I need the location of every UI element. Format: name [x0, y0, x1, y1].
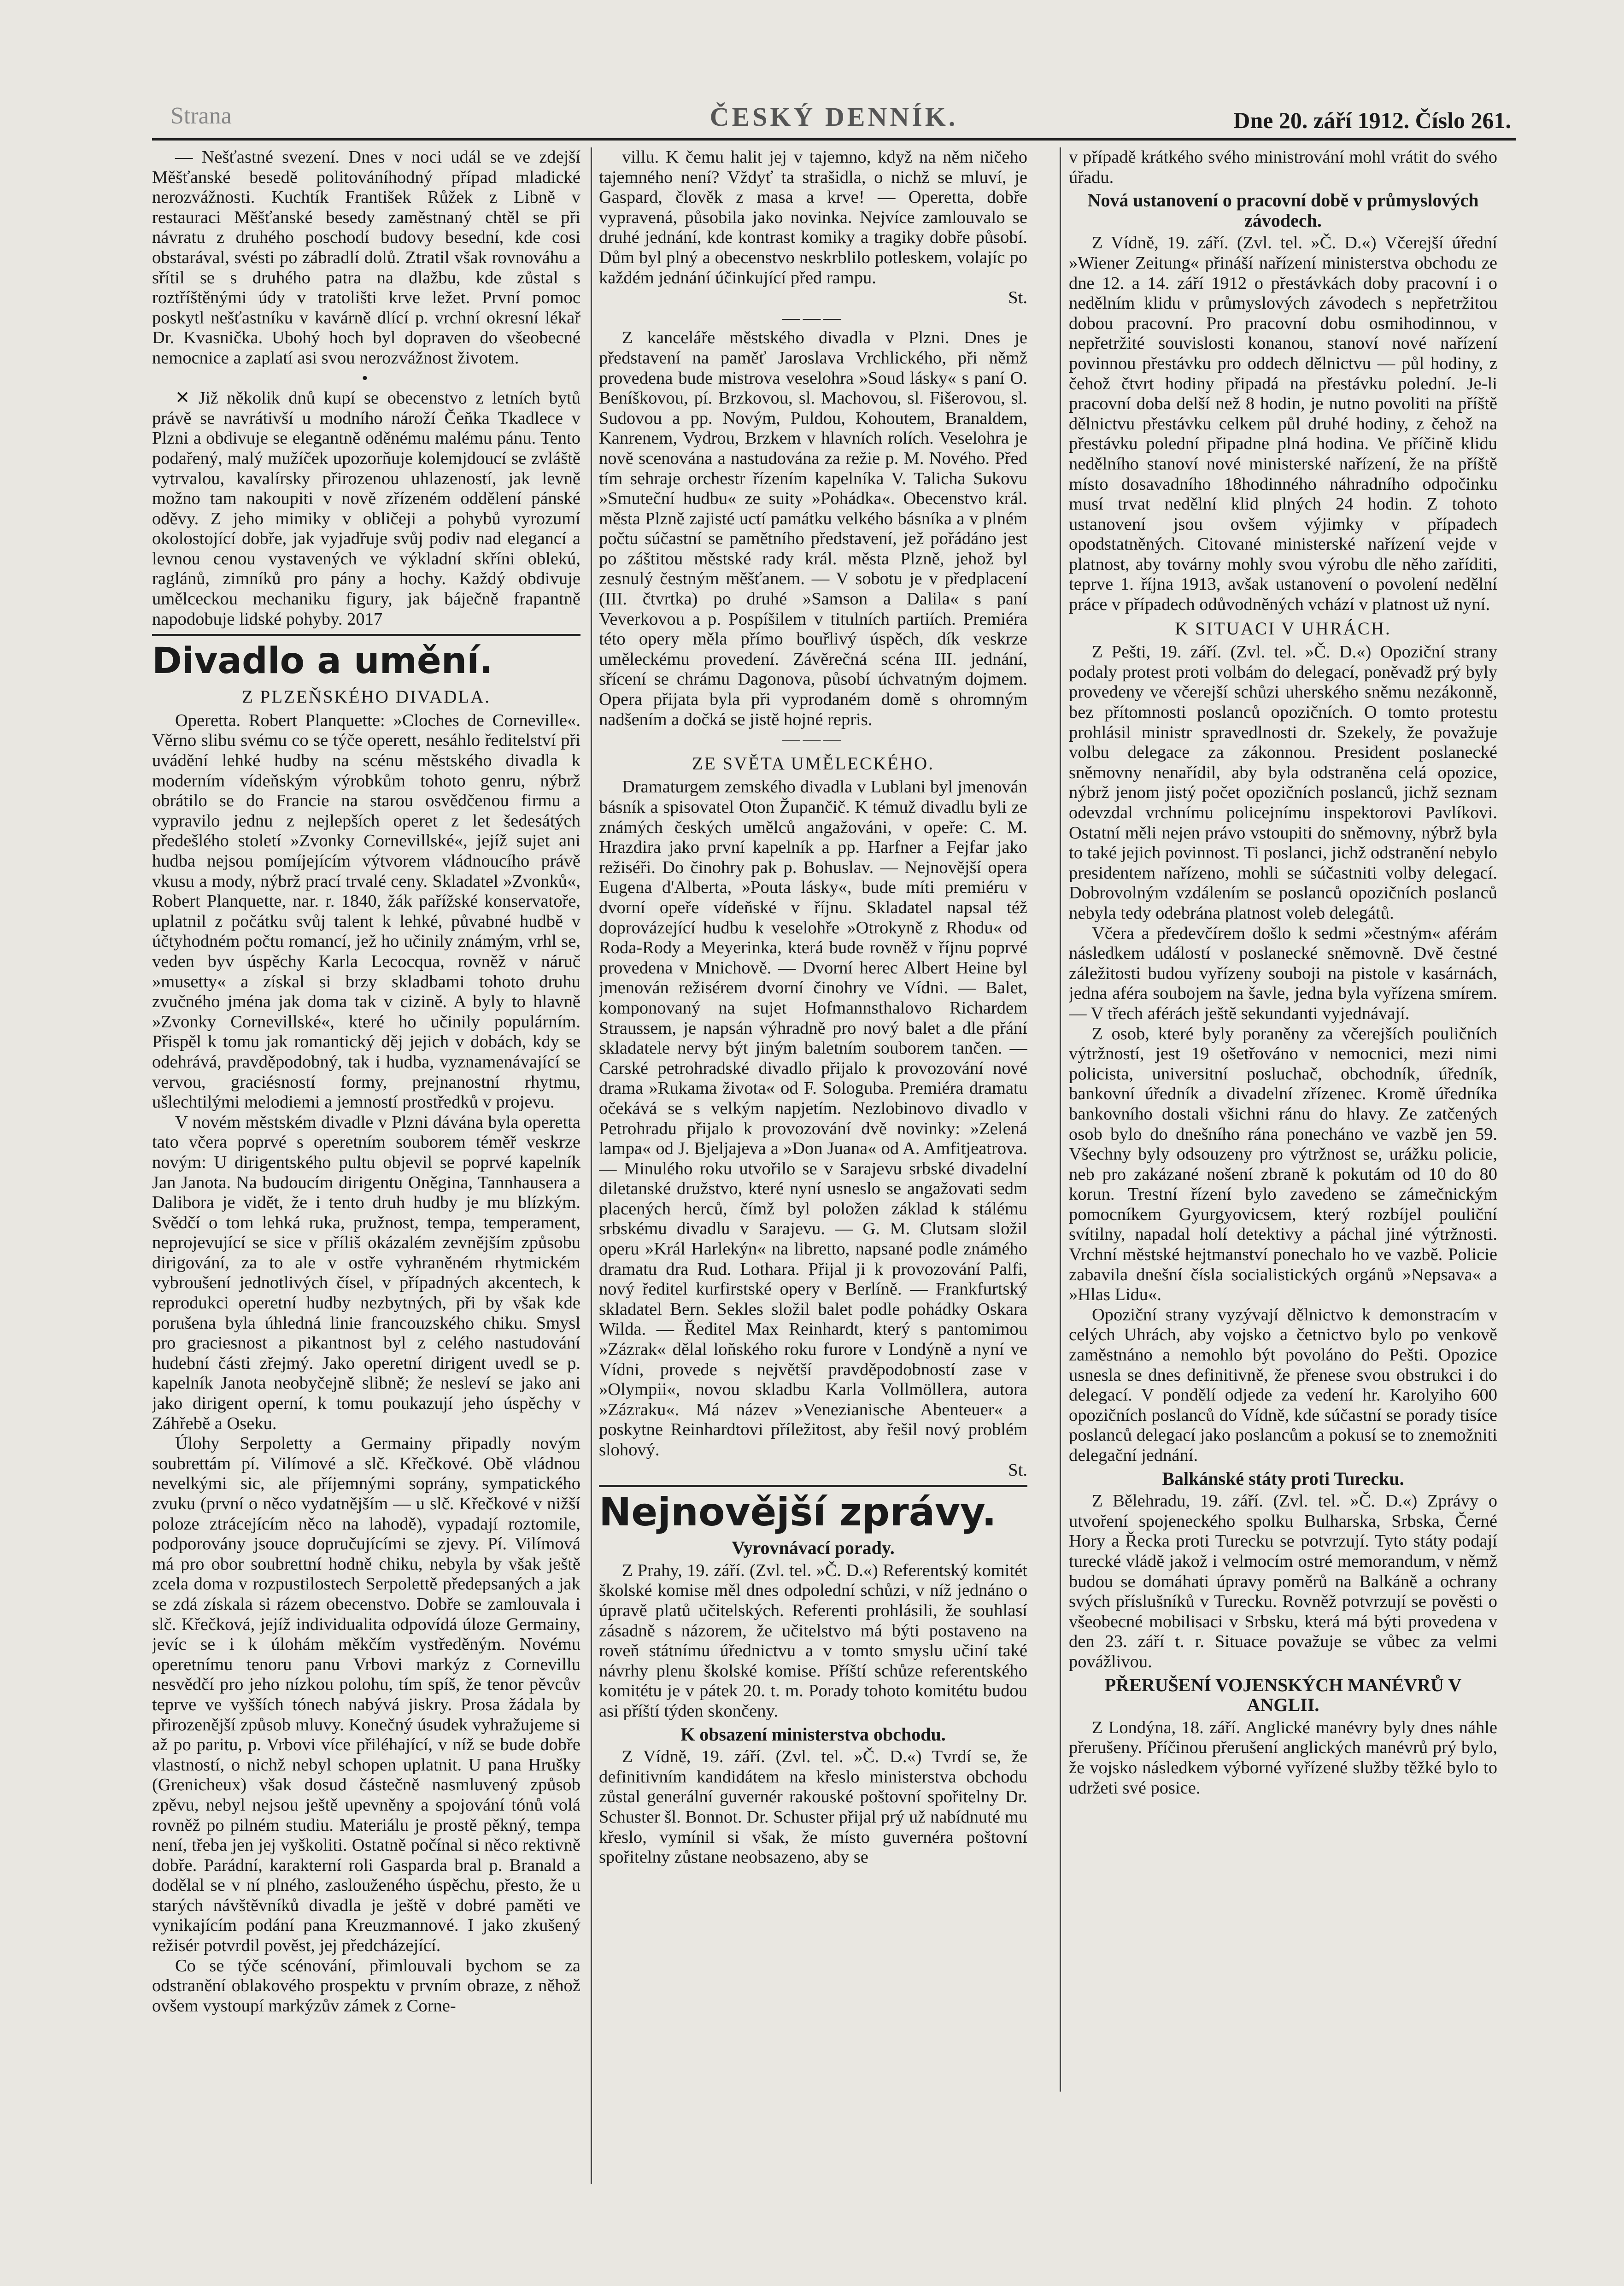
subheading-ze-sveta-umeleckeho: ZE SVĚTA UMĚLECKÉHO.: [692, 753, 934, 774]
separator: ———: [782, 308, 844, 328]
article-situace-v-uhrach: Z Pešti, 19. září. (Zvl. tel. »Č. D.«) Opoziční strany podaly protest proti volbám do delegací, poněvadž prý byly provedeny ve včerejší schůzi uherského sněmu nezákonně, bez přítomnosti poslanců opozičních. O tomto protestu prohlásil ministr spravedlnosti dr. Szekely, že považuje volbu delegace za zákonnou. President poslanecké sněmovny nenařídil, aby byla odstraněna celá opozice, nýbrž jenom jistý počet opozičních poslanců, jichž seznam odevzdal vrchnímu policejnímu inspektorovi Pavlíkovi. Ostatní měli nejen právo vstoupiti do sněmovny, nýbrž byla to také jejich povinnost. Ti poslanci, jichž odstranění nebylo presidentem nařízeno, mohli se súčastniti volby delegací. Dobrovolným vzdálením se poslanců opozičních poslanců nebyla tedy odebrána platnost voleb delegátů.: [1069, 642, 1497, 923]
article-tkadlec-advert: ✕ Již několik dnů kupí se obecenstvo z letních bytů právě se navrátivší u modního nároží Čeňka Tkadlece v Plzni a obdivuje se elegantně oděnému malému pánu. Tento podařený, malý mužíček upozorňuje kolemjdoucí se zvláště vytrvalou, kavalírsky přirozenou uhlazeností, jak levně možno tam nakoupiti v nově zřízeném oddělení pánské oděvy. Z jeho mimiky v obličeji a pohybů vyrozumí okolostojící dobře, jak vyjadřuje svůj podiv nad elegancí a levnou cenou vystavených ve výkladní skříni oblekú, raglánů, zimníků pro pány a hochy. Každý obdivuje umělceckou mechaniku figury, jak báječně frapantně napodobuje lidské pohyby. 2017: [152, 388, 580, 629]
section-heading-nejnovejsi-zpravy: Nejnovější zprávy.: [599, 1485, 1027, 1534]
article-ministerstvo-obchodu: Z Vídně, 19. září. (Zvl. tel. »Č. D.«) Tvrdí se, že definitivním kandidátem na křeslo ministerstva obchodu zůstal generální guvernér rakouské poštovní spořitelny Dr. Schuster šl. Bonnot. Dr. Schuster přijal prý už nabídnuté mu křeslo, vymínil si však, že místo guvernéra poštovní spořitelny zůstane neobsazeno, aby se: [599, 1747, 1027, 1867]
article-pracovni-doba: Z Vídně, 19. září. (Zvl. tel. »Č. D.«) Včerejší úřední »Wiener Zeitung« přináší nařízení ministerstva obchodu ze dne 12. a 14. září 1912 o přestávkách doby pracovní i o nedělním klidu v průmyslových závodech s nepřetržitou dobou pracovní. Pro pracovní dobu osmihodinnou, v nepřetržité souvislosti konanou, stanoví nové nařízení povinnou přestávku pro oddech dělnictvu — půl hodiny, z čehož čtvrt hodiny připadá na přestávku polední. Je-li pracovní doba delší než 8 hodin, je nutno povoliti na příště dělnictvu přestávku celkem půl druhé hodiny, z čehož na přestávku polední připadne plná hodina. Ve příčině klidu nedělního stanoví nové ministerské nařízení, že na příště místo dosavadního 18hodinného náhradního odpočinku musí trvat nedělní klid plných 24 hodin. Z tohoto ustanovení jsou ovšem výjimky v případech opodstatněných. Citované ministerské nařízení vejde v platnost, aby továrny mohly svou výrobu dle něho zaříditi, teprve 1. října 1913, avšak ustanovení o povolení nedělní práce v případech odůvodněných vchází v platnost už nyní.: [1069, 233, 1497, 615]
subheading-plzenske-divadlo: Z PLZEŇSKÉHO DIVADLA.: [241, 687, 491, 707]
page-label: Strana: [170, 103, 232, 129]
column-1: [152, 147, 580, 2184]
column-rule-2: [1060, 147, 1061, 2092]
column-rule-1: [591, 147, 592, 2184]
article-ministerstvo-continued: v případě krátkého svého ministrování mohl vrátit do svého úřadu.: [1069, 147, 1497, 187]
newspaper-title: ČESKÝ DENNÍK.: [709, 102, 958, 132]
subheading-pracovni-doba: Nová ustanovení o pracovní době v průmyslových závodech.: [1087, 190, 1479, 231]
column-3: [1069, 147, 1497, 2092]
article-ze-sveta-umeleckeho: Dramaturgem zemského divadla v Lublani byl jmenován básník a spisovatel Oton Župančič. K témuž divadlu byli ze známých českých umělců angažováni, v opeře: C. M. Hrazdira jako první kapelník a pp. Harfner a Fejfar jako režiséři. Do činohry pak p. Bohuslav. — Nejnovější opera Eugena d'Alberta, »Pouta lásky«, bude míti premiéru v dvorní opeře vídeňské v říjnu. Skladatel napsal též doprovázející hudbu k veselohře »Otrokyně z Rhodu« od Roda-Rody a Meyerinka, která bude rovněž v říjnu poprvé provedena v Mnichově. — Dvorní herec Albert Heine byl jmenován režisérem dvorní činohry ve Vídni. — Balet, komponovaný na sujet Hofmannsthalovo Richardem Straussem, je napsán výhradně pro nový balet a dle přání skladatele nervy být jiným baletním souborem tančen. — Carské petrohradské divadlo přijalo k provozování nové drama »Rukama života« od F. Sologuba. Premiéra dramatu očekává se s velkým napjetím. Nezlobinovo divadlo v Petrohradu přijalo k provozování dvě novinky: »Zelená lampa« od J. Bjeljajeva a »Don Juana« od A. Amfitjeatrova. — Minulého roku utvořilo se v Sarajevu srbské divadelní diletanské družstvo, které nyní usneslo se angažovati sedm placených herců, čímž byl položen základ k stálému srbskému divadlu v Sarajevu. — G. M. Clutsam složil operu »Král Harlekýn« na libretto, napsané podle známého dramatu dra Rud. Lothara. Přijal ji k provozování Palfi, nový ředitel kurfirstské opery v Berlíně. — Frankfurtský skladatel Bern. Sekles složil balet podle pohádky Oskara Wilda. — Ředitel Max Reinhardt, který s pantomimou »Zázrak« dělal loňského roku furore v Londýně a nyní ve Vídni, provede s největší pravděpodobností zase v »Olympii«, novou skladbu Karla Vollmöllera, autora »Zázraku«. Má název »Venezianische Abenteuer« a poskytne Reinhardtovi příležitost, aby řešil nový problém slohový.: [599, 777, 1027, 1460]
article-operetta: Operetta. Robert Planquette: »Cloches de Corneville«. Věrno slibu svému co se týče operett, nesáhlo ředitelství při uvádění lehké hudby na scénu městského divadla k moderním vídeňským výrobkům tohoto genru, nýbrž obrátilo se do Francie na starou osvědčenou firmu a vypravilo jednu z nejlepších operet z let šedesátých předešlého století »Zvonky Cornevillské«, jejíž sujet ani hudba nejsou pomíjejícím výtvorem vládnoucího právě vkusu a mody, nýbrž prací trvalé ceny. Skladatel »Zvonků«, Robert Planquette, nar. r. 1840, žák pařížské konservatoře, uplatnil z počátku svůj talent k lehké, půvabné hudbě v účtyhodném počtu romancí, jež ho učinily známým, vrhl se, veden byv úspěchy Karla Lecocqua, rovněž v náruč »musetty« a získal si brzy skladbami tohoto druhu zvučného jména jak doma tak v cizině. A byly to hlavně »Zvonky Cornevillské«, které ho učinily populárním. Přispěl k tomu jak romantický děj jejich v dobách, kdy se odehrává, pravděpodobný, tak i hudba, vyznamenávající se vervou, graciésností formy, prejnanostní rhytmu, ušlechtilými melodiemi a jemností prostředků v projevu.: [152, 710, 580, 1112]
article-operetta-continued: villu. K čemu halit jej v tajemno, když na něm ničeho tajemného není? Vždyť ta strašidla, o nichž se mluví, je Gaspard, člověk z masa a krve! — Operetta, dobře vypravená, působila jako novinka. Nejvíce zamlouvalo se druhé jednání, kde kontrast komiky a tragiky dobře působí. Dům byl plný a obecenstvo neskrblilo potleskem, volajíc po každém jednání účinkující před rampu.: [599, 147, 1027, 287]
subheading-balkanske-staty: Balkánské státy proti Turecku.: [1162, 1468, 1404, 1489]
section-heading-divadlo: Divadlo a umění.: [152, 634, 580, 683]
subheading-ministerstvo-obchodu: K obsazení ministerstva obchodu.: [680, 1723, 946, 1745]
signature: St.: [1008, 1460, 1027, 1480]
ornament: •: [362, 368, 371, 388]
article-manevry-anglie: Z Londýna, 18. září. Anglické manévry byly dnes náhle přerušeny. Příčinou přerušení anglických manévrů prý bylo, že vojsko následkem výborné vyřízené služby těžké bylo to udržeti své posice.: [1069, 1717, 1497, 1798]
subheading-vyrovnavaci-porady: Vyrovnávací porady.: [732, 1537, 895, 1559]
article-poranene-osoby: Z osob, které byly poraněny za včerejších pouličních výtržností, jest 19 ošetřováno v nemocnici, mezi nimi policista, universitní posluchač, obchodník, úředník, bankovní úředník a divadelní zřízenec. Kromě úředníka bankovního dostali všichni ránu do hlavy. Ze zatčených osob bylo do dnešního rána ponecháno ve vazbě jen 59. Všechny byly odsouzeny pro výtržnost se, urážku policie, neb pro zakázané nošení zbraně k pokutám od 10 do 80 korun. Trestní řízení bylo zavedeno se zámečnickým pomocníkem Gyurgyovicsem, který rozbíjel pouliční svítilny, napadal holí detektivy a páchal jiné výtržnosti. Vrchní městské hejtmanství ponechalo ho ve vazbě. Policie zabavila dnešní čísla socialistických orgánů »Nepsava« a »Hlas Lidu«.: [1069, 1024, 1497, 1305]
subheading-manevry-anglie: PŘERUŠENÍ VOJENSKÝCH MANÉVRŮ V ANGLII.: [1104, 1674, 1462, 1716]
subheading-situace-v-uhrach: K SITUACI V UHRÁCH.: [1175, 618, 1391, 639]
signature: St.: [1008, 288, 1027, 308]
masthead: [152, 97, 1516, 141]
column-2: [599, 147, 1027, 2064]
article-opozicni-strany: Opoziční strany vyzývají dělnictvo k demonstracím v celých Uhrách, aby vojsko a četnictvo bylo po venkově zaměstnáno a nemohlo být povoláno do Pešti. Opozice usnesla se dnes definitivně, že přenese svou obstrukci i do delegací. V pondělí odjede za vedení hr. Karolyiho 600 opozičních poslanců do Vídně, kde súčastní se porady tisíce poslanců delegací jako poslancům a pokusí se to znemožniti delegační jednání.: [1069, 1305, 1497, 1465]
article-nestastne-svezeni: — Nešťastné svezení. Dnes v noci udál se ve zdejší Měšťanské besedě politováníhodný případ mladické nerozvážnosti. Kuchtík František Růžek z Libně v restauraci Měšťanské besedy zaměstnaný chtěl se při návratu z druhého poschodí budovy besední, kde cosi obstarával, svésti po zábradlí dolů. Ztratil však rovnováhu a sřítil se s druhého patra na dlažbu, kde zůstal s roztříštěnými údy v tratolišti krve ležet. První pomoc poskytl nešťastníku v kavárně dlící p. vrchní okresní lékař Dr. Kvasnička. Ubohý hoch byl dopraven do všeobecné nemocnice a zaplatí asi svou nerozvážnost životem.: [152, 147, 580, 368]
article-cestne-afery: Včera a předevčírem došlo k sedmi »čestným« aférám následkem událostí v poslanecké sněmovně. Dvě čestné záležitosti budou vyřízeny souboji na pistole v kasárnách, jedna aféra soubojem na šavle, jedna byla vyřízena smírem. — V třech aférách ještě sekundanti vyjednávají.: [1069, 923, 1497, 1023]
issue-date-number: Dne 20. září 1912. Číslo 261.: [1233, 107, 1511, 133]
article-vyrovnavaci-porady: Z Prahy, 19. září. (Zvl. tel. »Č. D.«) Referentský komitét školské komise měl dnes odpolední schůzi, v níž jednáno o úpravě platů učitelských. Referenti prohlásili, že souhlasí zásadně s názorem, že učitelstvo má býti postaveno na roveň státnímu úřednictvu a v tomto smyslu učiní také návrhy plenu školské komise. Příští schůze referentského komitétu je v pátek 20. t. m. Porady tohoto komitétu budou asi příští týden skončeny.: [599, 1560, 1027, 1721]
article-operetta-3: Úlohy Serpoletty a Germainy připadly novým soubrettám pí. Vilímové a slč. Křečkové. Obě vládnou nevelkými sic, ale příjemnými soprány, sympatického zvuku (první o něco vydatnějším — u slč. Křečkové v nižší poloze ztrácejícím něco na lahodě), vypadají roztomile, podporovány jsouce dopručujícími se zjevy. Pí. Vilímová má pro obor soubrettní hodně chiku, nebyla by však ještě zcela doma v rozpustilostech Serpolettě předepsaných a jak se zdá získala si rázem obecenstvo. Dobře se zamlouvala i slč. Křečková, jejíž individualita odpovídá úloze Germainy, jevíc se i k úlohám měkčím vystředěným. Novému operetnímu tenoru panu Vrbovi markýz z Cornevillu nesvědčí pro jeho nízkou polohu, tím spíš, že tenor pěvcův teprve ve vyšších tónech nabývá jiskry. Prosa žádala by přirozenější způsob mluvy. Konečný úsudek vyhražujeme si až po paritu, p. Vrbovi více přiléhající, v níž se bude dobře vlastností, o nichž nebyl schopen uplatnit. U pana Hrušky (Grenicheux) však dosud částečně nasmluvený způsob zpěvu, nebyl nejsou ještě upevněny a spojování tónů volá rovněž po pilném studiu. Materiálu je prostě pěkný, tempa není, třeba jen jej vyškoliti. Ostatně počínal si něco rektivně dobře. Parádní, karakterní roli Gasparda bral p. Branald a dodělal se v ní plného, zaslouženého úspěchu, přesto, že u starých návštěvníků divadla je ještě v dobré paměti ve vynikajícím podání pana Kreuzmannové. I jako zkušený režisér potvrdil pověst, jej předcházející.: [152, 1434, 580, 1956]
article-kancelar-divadla: Z kanceláře městského divadla v Plzni. Dnes je představení na paměť Jaroslava Vrchlického, při němž provedena bude mistrova veselohra »Soud lásky« s paní O. Beníškovou, pí. Brzkovou, sl. Machovou, sl. Fišerovou, sl. Sudovou a pp. Novým, Puldou, Kohoutem, Branaldem, Kanrenem, Vydrou, Brzkem v hlavních rolích. Veselohra je nově scenována a nastudována za režie p. M. Nového. Před tím sehraje orchestr řízením kapelníka V. Talicha Sukovu »Smuteční hudbu« ze suity »Pohádka«. Obecenstvo král. města Plzně zajisté uctí památku velkého básníka a v plném počtu súčastní se pamětního představení, jež pořádáno jest po záštitou městské rady král. města Plzně, jehož byl zesnulý čestným měšťanem. — V sobotu je v předplacení (III. čtvrtka) po druhé »Samson a Dalila« s paní Veverkovou a p. Pospíšilem v titulních partiích. Premiéra této opery měla přímo bouřlivý úspěch, dík veskrze uměleckému provedení. Závěrečná scéna III. jednání, sřícení se chrámu Dagonova, působí úchvatným dojmem. Opera přijata byla při vyprodaném domě s ohromným nadšením a dočká se jistě hojné repris.: [599, 328, 1027, 729]
article-balkanske-staty: Z Bělehradu, 19. září. (Zvl. tel. »Č. D.«) Zprávy o utvoření spojeneckého spolku Bulharska, Srbska, Černé Hory a Řecka proti Turecku se potvrzují. Tyto státy podají turecké vládě jakož i velmocím ostré memorandum, v němž budou se domáhati úpravy poměrů na Balkáně a ochrany svých příslušníků v Turecku. Rovněž potvrzují se pověsti o všeobecné mobilisaci v Srbsku, která má býti provedena v den 23. září t. r. Situace považuje se vůbec za velmi povážlivou.: [1069, 1491, 1497, 1671]
article-operetta-2: V novém městském divadle v Plzni dávána byla operetta tato včera poprvé s operetním souborem téměř veskrze novým: U dirigentského pultu objevil se poprvé kapelník Jan Janota. Na budoucím dirigentu Oněgina, Tannhausera a Dalibora je vidět, že i tento druh hudby je mu blízkým. Svědčí o tom lehká ruka, pružnost, tempa, temperament, neprojevující se sice v příliš okázalém zevnějším způsobu dirigování, za to ale v ostře vyhraněném rhytmickém vybroušení jednotlivých čísel, v případných akcentech, k reprodukci operetní hudby nezbytných, při by však kde porušena byla úhledná linie francouzského chiku. Smysl pro graciesnost a pikantnost byl z celého nastudování hudební části zřejmý. Jako operetní dirigent uvedl se p. kapelník Janota neobyčejně slibně; že nesleví se jako ani jako dirigent operní, k tomu poukazují jeho úspěchy v Záhřebě a Oseku.: [152, 1112, 580, 1433]
separator: ———: [782, 730, 844, 750]
article-operetta-4: Co se týče scénování, přimlouvali bychom se za odstranění oblakového prospektu v prvním obraze, z něhož ovšem vystoupí markýzův zámek z Corne-: [152, 1956, 580, 2016]
